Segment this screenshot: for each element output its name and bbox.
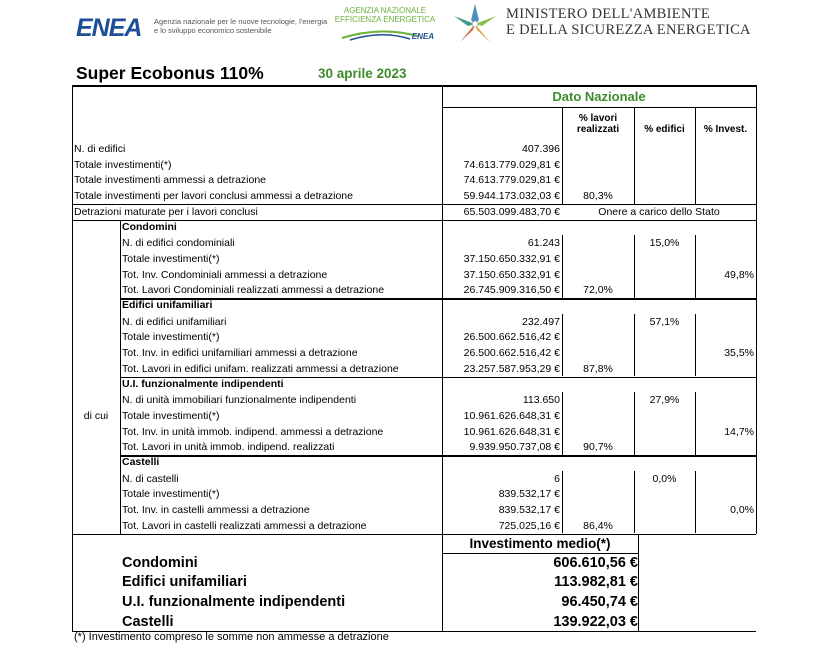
enea-description-line-2: e lo sviluppo economico sostenibile (154, 26, 272, 35)
average-investment-value: 606.610,56 € (553, 554, 638, 571)
section-row-pct-edifici: 27,9% (649, 394, 680, 407)
section-row-label: N. di unità immobiliari funzionalmente indipendenti (122, 394, 357, 407)
agency-efficiency-logo (326, 6, 444, 46)
section-row-value: 113.650 (522, 394, 560, 407)
section-title: Condomini (122, 220, 177, 233)
table-rule (72, 534, 756, 536)
average-investment-label: Castelli (122, 614, 174, 631)
section-row-label: Totale investimenti(*) (122, 488, 220, 501)
section-row-label: Tot. Lavori in unità immob. indipend. realizzati (122, 441, 335, 454)
table-rule (72, 85, 756, 87)
section-row-label: Tot. Lavori Condominiali realizzati ammessi a detrazione (122, 284, 385, 297)
section-row-label: Tot. Inv. in unità immob. indipend. ammessi a detrazione (122, 425, 384, 438)
footnote: (*) Investimento compreso le somme non ammesse a detrazione (74, 631, 389, 643)
section-row-value: 26.500.662.516,42 € (463, 331, 560, 344)
table-rule (442, 107, 756, 108)
average-investment-label: U.I. funzionalmente indipendenti (122, 594, 346, 611)
general-row-value: 74.613.779.029,81 € (463, 158, 560, 171)
section-row-pct-invest: 14,7% (724, 425, 754, 438)
section-title: Castelli (122, 456, 160, 468)
ministry-name-line-2: E DELLA SICUREZZA ENERGETICA (506, 22, 751, 38)
enea-description-line-1: Agenzia nazionale per le nuove tecnologie, l'energia (154, 17, 328, 26)
section-row-label: N. di edifici condominiali (122, 237, 235, 250)
statistics-table (72, 85, 756, 632)
enea-wordmark: ENEA (76, 14, 142, 42)
investimento-medio-header: Investimento medio(*) (469, 535, 611, 551)
enea-description (154, 17, 334, 35)
agency-logo-line-1: AGENZIA NAZIONALE (343, 6, 427, 15)
section-row-pct-edifici: 0,0% (652, 472, 677, 485)
detrazioni-note: Onere a carico dello Stato (598, 205, 720, 218)
section-row-value: 6 (554, 472, 560, 485)
average-investment-value: 113.982,81 € (554, 574, 638, 591)
section-row-label: Tot. Inv. in castelli ammessi a detrazione (122, 504, 310, 517)
dato-nazionale-header: Dato Nazionale (552, 89, 646, 104)
table-rule (695, 107, 696, 204)
section-row-pct-edifici: 57,1% (649, 315, 680, 328)
general-row-label: Totale investimenti(*) (74, 158, 172, 171)
table-rule (72, 85, 73, 632)
section-row-value: 37.150.650.332,91 € (463, 268, 560, 281)
section-row-value: 61.243 (527, 237, 560, 250)
section-row-pct-edifici: 15,0% (649, 237, 680, 250)
section-title: U.I. funzionalmente indipendenti (122, 377, 284, 390)
general-row-value: 59.944.173.032,03 € (463, 190, 560, 203)
section-row-value: 26.500.662.516,42 € (463, 347, 560, 360)
section-row-pct-lavori: 90,7% (583, 441, 613, 454)
section-row-pct-lavori: 86,4% (583, 519, 613, 532)
section-row-label: Tot. Inv. Condominiali ammessi a detrazione (122, 268, 328, 281)
table-rule (695, 235, 696, 298)
table-rule (120, 455, 756, 457)
section-row-label: Tot. Inv. in edifici unifamiliari ammessi a detrazione (122, 347, 358, 360)
section-row-pct-lavori: 87,8% (583, 362, 613, 375)
table-rule (634, 107, 635, 204)
section-row-label: Totale investimenti(*) (122, 252, 220, 265)
section-row-label: N. di edifici unifamiliari (122, 315, 227, 328)
section-row-value: 839.532,17 € (498, 504, 560, 517)
detrazioni-value: 65.503.099.483,70 € (463, 205, 560, 218)
section-row-value: 23.257.587.953,29 € (463, 362, 560, 375)
di-cui-label: di cui (83, 409, 109, 422)
general-row-value: 74.613.779.029,81 € (463, 174, 560, 187)
col-header-lavori-line-2: realizzati (576, 124, 620, 135)
page-title: Super Ecobonus 110% (76, 63, 264, 83)
section-row-value: 232.497 (522, 315, 560, 328)
star-emblem-icon (450, 2, 500, 46)
section-row-value: 725.025,16 € (498, 519, 560, 532)
section-row-value: 10.961.626.648,31 € (463, 425, 560, 438)
section-row-value: 37.150.650.332,91 € (463, 252, 560, 265)
swoosh-icon (340, 28, 420, 42)
section-row-pct-invest: 35,5% (724, 347, 754, 360)
col-header-lavori-line-1: % lavori (578, 113, 618, 124)
detrazioni-label: Detrazioni maturate per i lavori conclusi (74, 205, 258, 218)
section-row-label: Totale investimenti(*) (122, 409, 220, 422)
average-investment-value: 139.922,03 € (553, 614, 638, 631)
section-row-pct-invest: 0,0% (730, 504, 754, 517)
ministry-logo (448, 0, 751, 48)
section-row-label: N. di castelli (122, 472, 179, 485)
table-rule (695, 471, 696, 534)
average-investment-label: Edifici unifamiliari (122, 574, 247, 591)
agency-logo-enea: ENEA (411, 32, 434, 41)
average-investment-value: 96.450,74 € (561, 594, 638, 611)
enea-logo (76, 14, 328, 44)
table-rule (756, 85, 757, 534)
col-header-invest: % Invest. (703, 124, 748, 135)
section-row-value: 10.961.626.648,31 € (463, 409, 560, 422)
general-row-value: 407.396 (522, 143, 560, 155)
table-rule (695, 392, 696, 455)
general-row-label: Totale investimenti ammessi a detrazione (74, 174, 267, 187)
section-row-value: 26.745.909.316,50 € (463, 284, 560, 297)
agency-logo-line-2: EFFICIENZA ENERGETICA (334, 15, 436, 24)
table-rule (695, 314, 696, 377)
ministry-name-line-1: MINISTERO DELL'AMBIENTE (506, 6, 711, 22)
section-row-label: Tot. Lavori in castelli realizzati ammessi a detrazione (122, 519, 367, 532)
section-title: Edifici unifamiliari (122, 299, 213, 311)
table-rule (638, 534, 639, 633)
section-row-label: Tot. Lavori in edifici unifam. realizzati ammessi a detrazione (122, 362, 399, 375)
general-row-label: Totale investimenti per lavori conclusi ammessi a detrazione (74, 190, 353, 203)
average-investment-label: Condomini (122, 554, 198, 571)
general-row-label: N. di edifici (74, 143, 126, 155)
col-header-edifici: % edifici (644, 124, 685, 135)
section-row-value: 839.532,17 € (498, 488, 560, 501)
section-row-pct-invest: 49,8% (724, 268, 754, 281)
section-row-value: 9.939.950.737,08 € (469, 441, 560, 454)
general-row-pct-lavori: 80,3% (583, 190, 613, 203)
table-rule (120, 298, 756, 300)
table-rule (442, 553, 638, 554)
section-row-pct-lavori: 72,0% (583, 284, 613, 297)
report-date: 30 aprile 2023 (318, 66, 407, 81)
section-row-label: Totale investimenti(*) (122, 331, 220, 344)
